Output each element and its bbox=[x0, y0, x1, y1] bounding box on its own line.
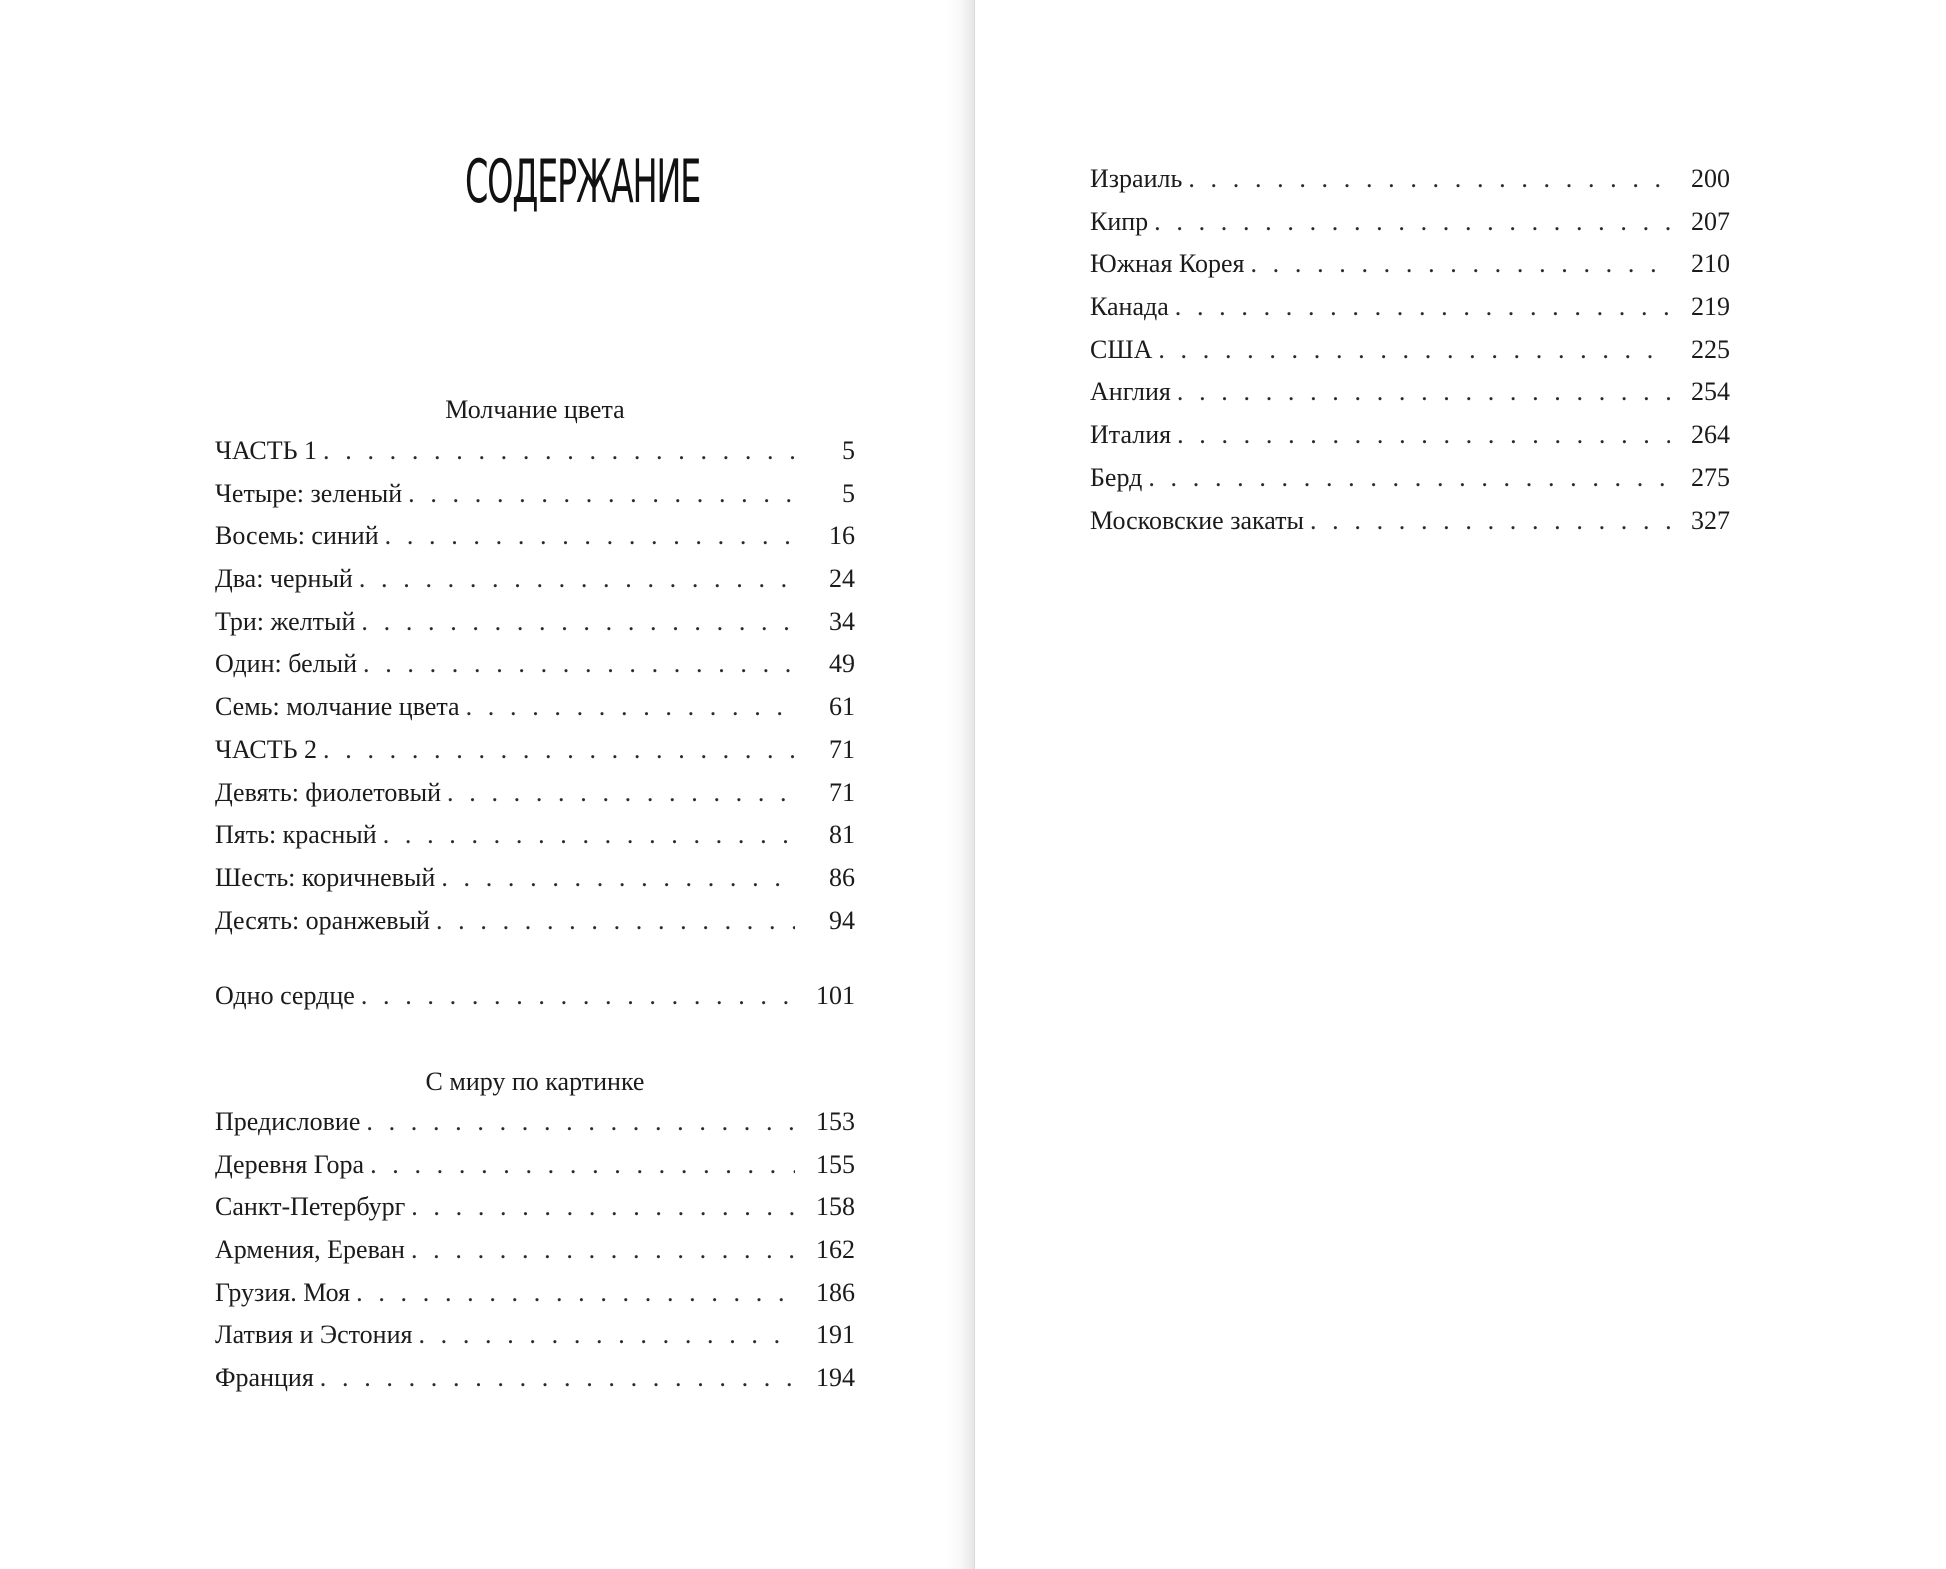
toc-entry bbox=[215, 479, 855, 522]
toc-entry-title: Франция bbox=[215, 1363, 314, 1393]
toc-entry-page-number: 158 bbox=[816, 1192, 855, 1222]
section-title-world: С миру по картинке bbox=[425, 1067, 645, 1096]
toc-dot-leader bbox=[361, 607, 795, 637]
toc-entry-title: Канада bbox=[1090, 292, 1169, 322]
toc-entry-page-number: 155 bbox=[816, 1149, 855, 1179]
toc-entry bbox=[1090, 164, 1730, 207]
toc-entry-title: Предисловие bbox=[215, 1107, 361, 1136]
toc-entry-page-number: 254 bbox=[1691, 377, 1730, 407]
toc-entry-page-number: 34 bbox=[829, 606, 855, 636]
toc-entry bbox=[215, 820, 855, 863]
toc-entry bbox=[1090, 463, 1730, 506]
toc-dot-leader bbox=[1175, 292, 1670, 322]
toc-entry-page-number: 194 bbox=[816, 1363, 855, 1393]
toc-entry bbox=[1090, 207, 1730, 250]
toc-dot-leader bbox=[1310, 506, 1670, 536]
toc-list-world-continued bbox=[1090, 164, 1730, 548]
toc-entry-title: Пять: красный bbox=[215, 820, 377, 850]
toc-dot-leader bbox=[441, 863, 795, 893]
toc-dot-leader bbox=[361, 981, 795, 1011]
toc-dot-leader bbox=[466, 692, 795, 722]
toc-entry-title: Израиль bbox=[1090, 164, 1183, 193]
toc-entry-title: Грузия. Моя bbox=[215, 1277, 351, 1307]
toc-entry-title: Санкт-Петербург bbox=[215, 1192, 406, 1222]
toc-entry-page-number: 71 bbox=[829, 734, 855, 764]
toc-dot-leader bbox=[356, 1278, 795, 1308]
toc-entry bbox=[1090, 292, 1730, 335]
toc-entry-title: Армения, Ереван bbox=[215, 1235, 405, 1265]
toc-entry-title: ЧАСТЬ 1 bbox=[215, 436, 318, 465]
toc-entry bbox=[1090, 377, 1730, 420]
toc-entry-page-number: 327 bbox=[1691, 505, 1730, 535]
toc-entry-page-number: 101 bbox=[816, 981, 855, 1010]
toc-dot-leader bbox=[383, 820, 795, 850]
toc-list-silence bbox=[215, 436, 855, 948]
toc-dot-leader bbox=[411, 1192, 795, 1222]
toc-dot-leader bbox=[1177, 420, 1670, 450]
toc-entry-title: Берд bbox=[1090, 462, 1143, 492]
toc-entry bbox=[215, 1363, 855, 1406]
toc-entry bbox=[215, 906, 855, 949]
toc-entry-page-number: 191 bbox=[816, 1320, 855, 1350]
toc-dot-leader bbox=[418, 1320, 795, 1350]
toc-dot-leader bbox=[1250, 249, 1670, 279]
toc-entry-title: Англия bbox=[1090, 377, 1171, 407]
section-title-silence: Молчание цвета bbox=[445, 395, 625, 424]
toc-entry-title: Шесть: коричневый bbox=[215, 862, 436, 892]
toc-entry bbox=[1090, 420, 1730, 463]
toc-entry-title: Московские закаты bbox=[1090, 505, 1304, 535]
toc-entry-page-number: 275 bbox=[1691, 462, 1730, 492]
toc-entry-title: ЧАСТЬ 2 bbox=[215, 734, 318, 764]
toc-entry-title: Два: черный bbox=[215, 564, 353, 594]
toc-entry-page-number: 61 bbox=[829, 692, 855, 722]
toc-entry-page-number: 94 bbox=[829, 905, 855, 935]
toc-entry-page-number: 225 bbox=[1691, 334, 1730, 364]
toc-entry-page-number: 5 bbox=[842, 436, 855, 465]
toc-list-world bbox=[215, 1107, 855, 1406]
toc-entry bbox=[1090, 335, 1730, 378]
toc-entry bbox=[215, 981, 855, 1024]
toc-entry-title: Деревня Гора bbox=[215, 1149, 365, 1179]
toc-entry bbox=[215, 1320, 855, 1363]
toc-entry bbox=[215, 649, 855, 692]
toc-entry bbox=[215, 436, 855, 479]
toc-dot-leader bbox=[363, 649, 795, 679]
toc-entry-page-number: 16 bbox=[829, 521, 855, 551]
toc-dot-leader bbox=[1177, 377, 1670, 407]
toc-entry-page-number: 24 bbox=[829, 564, 855, 594]
toc-entry bbox=[215, 692, 855, 735]
toc-entry-title: Десять: оранжевый bbox=[215, 905, 430, 935]
toc-entry-title: Латвия и Эстония bbox=[215, 1320, 413, 1350]
toc-dot-leader bbox=[323, 436, 795, 466]
toc-entry bbox=[215, 607, 855, 650]
toc-entry-page-number: 186 bbox=[816, 1277, 855, 1307]
toc-dot-leader bbox=[366, 1107, 795, 1137]
toc-entry-page-number: 81 bbox=[829, 820, 855, 850]
toc-entry-page-number: 200 bbox=[1691, 164, 1730, 193]
toc-entry-title: Три: желтый bbox=[215, 606, 356, 636]
toc-dot-leader bbox=[447, 778, 795, 808]
toc-entry-page-number: 5 bbox=[842, 478, 855, 508]
toc-entry bbox=[215, 778, 855, 821]
toc-dot-leader bbox=[1148, 463, 1670, 493]
toc-dot-leader bbox=[320, 1363, 795, 1393]
toc-entry-page-number: 210 bbox=[1691, 249, 1730, 279]
toc-dot-leader bbox=[370, 1150, 795, 1180]
toc-entry bbox=[1090, 506, 1730, 549]
toc-dot-leader bbox=[359, 564, 795, 594]
toc-entry-page-number: 71 bbox=[829, 777, 855, 807]
toc-entry-page-number: 264 bbox=[1691, 420, 1730, 450]
toc-entry-title: Один: белый bbox=[215, 649, 357, 679]
toc-entry-title: Девять: фиолетовый bbox=[215, 777, 442, 807]
toc-entry-title: Восемь: синий bbox=[215, 521, 379, 551]
toc-entry-title: США bbox=[1090, 334, 1153, 364]
toc-entry-page-number: 49 bbox=[829, 649, 855, 679]
toc-dot-leader bbox=[436, 906, 795, 936]
toc-entry-title: Италия bbox=[1090, 420, 1172, 450]
toc-entry bbox=[215, 1278, 855, 1321]
gutter-shadow-left bbox=[945, 0, 975, 1569]
toc-entry-title: Южная Корея bbox=[1090, 249, 1245, 279]
toc-dot-leader bbox=[1158, 335, 1670, 365]
contents-heading: СОДЕРЖАНИЕ bbox=[465, 147, 701, 217]
toc-entry bbox=[215, 1150, 855, 1193]
toc-entry bbox=[215, 1107, 855, 1150]
toc-entry bbox=[1090, 249, 1730, 292]
toc-entry bbox=[215, 521, 855, 564]
toc-entry-title: Кипр bbox=[1090, 206, 1149, 236]
toc-entry-page-number: 207 bbox=[1691, 206, 1730, 236]
toc-entry-title: Одно сердце bbox=[215, 981, 355, 1010]
toc-dot-leader bbox=[385, 521, 795, 551]
toc-entry bbox=[215, 735, 855, 778]
toc-dot-leader bbox=[1188, 164, 1670, 194]
toc-entry bbox=[215, 863, 855, 906]
toc-entry-title: Четыре: зеленый bbox=[215, 478, 403, 508]
toc-entry bbox=[215, 564, 855, 607]
toc-dot-leader bbox=[411, 1235, 795, 1265]
toc-dot-leader bbox=[408, 479, 795, 509]
toc-entry-page-number: 219 bbox=[1691, 292, 1730, 322]
toc-list-heart bbox=[215, 981, 855, 1024]
toc-entry bbox=[215, 1235, 855, 1278]
toc-entry-page-number: 162 bbox=[816, 1235, 855, 1265]
toc-dot-leader bbox=[1154, 207, 1670, 237]
toc-entry-title: Семь: молчание цвета bbox=[215, 692, 460, 722]
toc-entry-page-number: 86 bbox=[829, 862, 855, 892]
toc-dot-leader bbox=[323, 735, 795, 765]
toc-entry bbox=[215, 1192, 855, 1235]
toc-entry-page-number: 153 bbox=[816, 1107, 855, 1136]
